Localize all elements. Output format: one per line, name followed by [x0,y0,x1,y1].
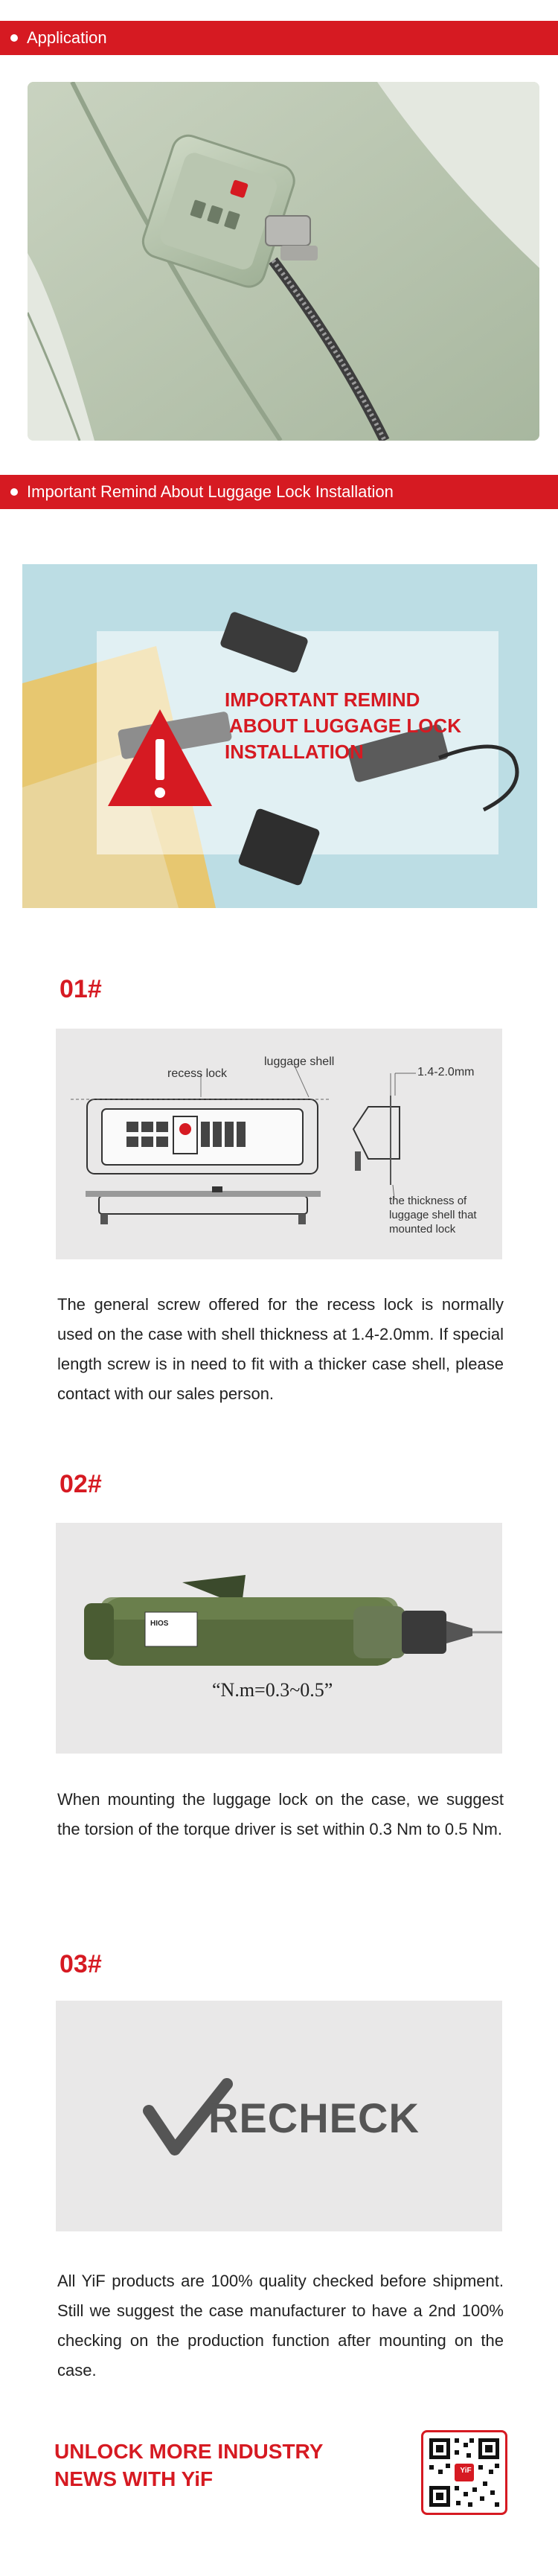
step-number: 03# [60,1950,102,1978]
remind-line-3: INSTALLATION [225,741,364,763]
torque-value-label: “N.m=0.3~0.5” [212,1679,333,1701]
remind-line-1: IMPORTANT REMIND [225,688,420,711]
luggage-lock-illustration [28,82,539,441]
step-description: All YiF products are 100% quality checked before shipment. Still we suggest the case manufacturer to have a 2nd 100% checking on the production function after mounting on the case. [57,2272,504,2380]
bullet-icon [10,34,18,42]
label-recess-lock: recess lock [167,1067,228,1080]
qr-logo: YiF [460,2467,472,2475]
thickness-note [389,1194,477,1236]
label-thickness: 1.4-2.0mm [417,1066,475,1078]
step-description: When mounting the luggage lock on the case, we suggest the torsion of the torque driver is set within 0.3 Nm to 0.5 Nm. [57,1790,504,1838]
recheck-label: RECHECK [208,2094,420,2141]
note-line: the thickness of [389,1195,467,1207]
footer-line: NEWS WITH YiF [54,2467,214,2490]
footer-title [54,2438,367,2493]
step-number: 01# [60,975,102,1003]
footer-line: UNLOCK MORE INDUSTRY [54,2440,324,2463]
note-line: luggage shell that [389,1209,477,1221]
remind-text [225,687,461,765]
qr-code[interactable] [421,2430,507,2515]
torque-driver-panel [56,1523,502,1754]
section-header-remind [0,475,558,509]
note-line: mounted lock [389,1223,456,1236]
section-title: Application [27,28,107,47]
remind-banner [22,564,537,908]
step-description: The general screw offered for the recess lock is normally used on the case with shell thickness at 1.4-2.0mm. If special length screw is in need to fit with a thicker case shell, please contact with our sales person. [57,1295,504,1403]
application-photo [28,82,539,441]
remind-line-2: ABOUT LUGGAGE LOCK [229,715,461,737]
recess-lock-diagram [56,1029,502,1259]
section-title: Important Remind About Luggage Lock Installation [27,482,394,501]
recheck-panel [56,2001,502,2231]
torque-driver-illustration [56,1523,502,1754]
section-header-application [0,21,558,55]
label-luggage-shell: luggage shell [264,1055,335,1068]
step-number: 02# [60,1470,102,1498]
bullet-icon [10,488,18,496]
tool-brand-label: HIOS [150,1620,169,1628]
